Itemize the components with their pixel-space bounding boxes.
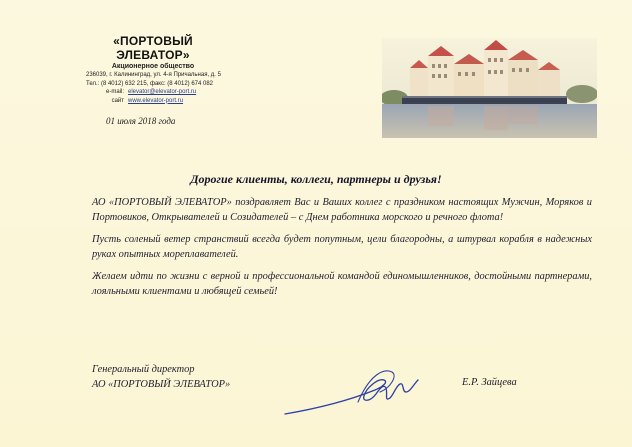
signer-name: Е.Р. Зайцева	[462, 377, 517, 388]
site-label: сайт	[111, 97, 124, 104]
company-header	[78, 34, 228, 70]
email-link[interactable]: elevator@elevator-port.ru	[128, 89, 197, 95]
body-paragraph-3: Желаем идти по жизни с верной и профессиональной командой единомышленников, достойными партнерами, лояльными клиентами и любящей семьей!	[92, 271, 592, 297]
signer-company: АО «ПОРТОВЫЙ ЭЛЕВАТОР»	[92, 379, 231, 390]
email-label: e-mail:	[105, 89, 124, 95]
company-type: Акционерное общество	[111, 63, 195, 70]
signer-position: Генеральный директор	[92, 364, 195, 375]
greeting-heading: Дорогие клиенты, коллеги, партнеры и друзья!	[190, 172, 442, 186]
site-line	[78, 97, 221, 106]
address-line: 236039, г. Калининград, ул. 4-я Причальная, д. 5	[86, 72, 221, 78]
body-paragraph-2: Пусть соленый ветер странствий всегда будет попутным, цели благородны, а штурвал корабля в надежных руках опытных мореплавателей.	[92, 234, 592, 260]
signoff-block	[92, 362, 230, 392]
elevator-photo	[382, 38, 597, 138]
letter-date: 01 июля 2018 года	[106, 116, 176, 126]
company-name: «ПОРТОВЫЙ ЭЛЕВАТОР»	[113, 34, 193, 62]
body-paragraph-1: АО «ПОРТОВЫЙ ЭЛЕВАТОР» поздравляет Вас и Ваших коллег с праздником настоящих Мужчин, Моряков и Портовиков, Открывателей и Созидателей – с Днем работника морского и речного флота!	[92, 197, 592, 223]
site-link[interactable]: www.elevator-port.ru	[128, 97, 184, 104]
handwritten-signature	[280, 362, 430, 422]
phone-line: Тел.: (8 4012) 632 215, факс: (8 4012) 674 082	[86, 80, 214, 87]
letter-body	[92, 195, 592, 306]
email-line	[78, 88, 221, 97]
contact-block	[78, 71, 221, 105]
